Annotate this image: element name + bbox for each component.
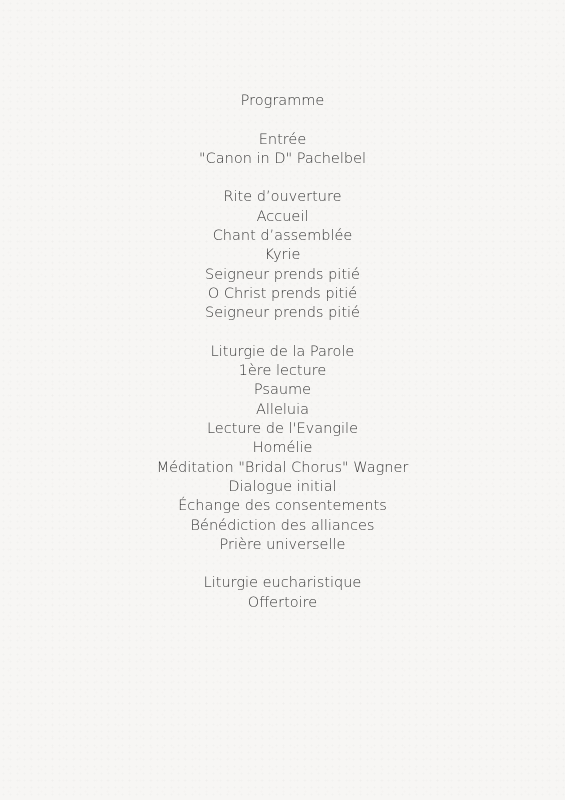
programme-item: Alleluia (255, 401, 310, 418)
section-heading-liturgie-eucharistique: Liturgie eucharistique (203, 575, 362, 592)
programme-item: Psaume (253, 382, 312, 399)
programme-item: Chant d’assemblée (212, 228, 353, 245)
programme-item: 1ère lecture (238, 363, 327, 380)
spacer (0, 169, 565, 188)
programme-title: Programme (240, 93, 325, 109)
section-heading-entree: Entrée (258, 131, 307, 148)
programme-item: Accueil (256, 208, 309, 225)
programme-item: Kyrie (264, 247, 301, 264)
programme-item: Bénédiction des alliances (190, 517, 375, 534)
programme-item: Échange des consentements (178, 498, 387, 515)
spacer (0, 555, 565, 574)
programme-item: Méditation "Bridal Chorus" Wagner (156, 459, 409, 476)
programme-item: Prière universelle (219, 536, 346, 553)
spacer (0, 324, 565, 343)
spacer (0, 111, 565, 130)
programme-item: O Christ prends pitié (207, 285, 358, 302)
section-heading-rite-ouverture: Rite d’ouverture (223, 189, 342, 206)
programme-item: Seigneur prends pitié (205, 305, 360, 322)
programme-item: Lecture de l'Evangile (206, 421, 358, 438)
programme-item: Seigneur prends pitié (205, 266, 360, 283)
programme-item: Dialogue initial (228, 478, 337, 495)
programme-item: Offertoire (247, 594, 318, 611)
programme-text (0, 92, 565, 613)
section-heading-liturgie-parole: Liturgie de la Parole (210, 343, 355, 360)
programme-item: Homélie (252, 440, 313, 457)
programme-item: "Canon in D" Pachelbel (198, 150, 367, 167)
